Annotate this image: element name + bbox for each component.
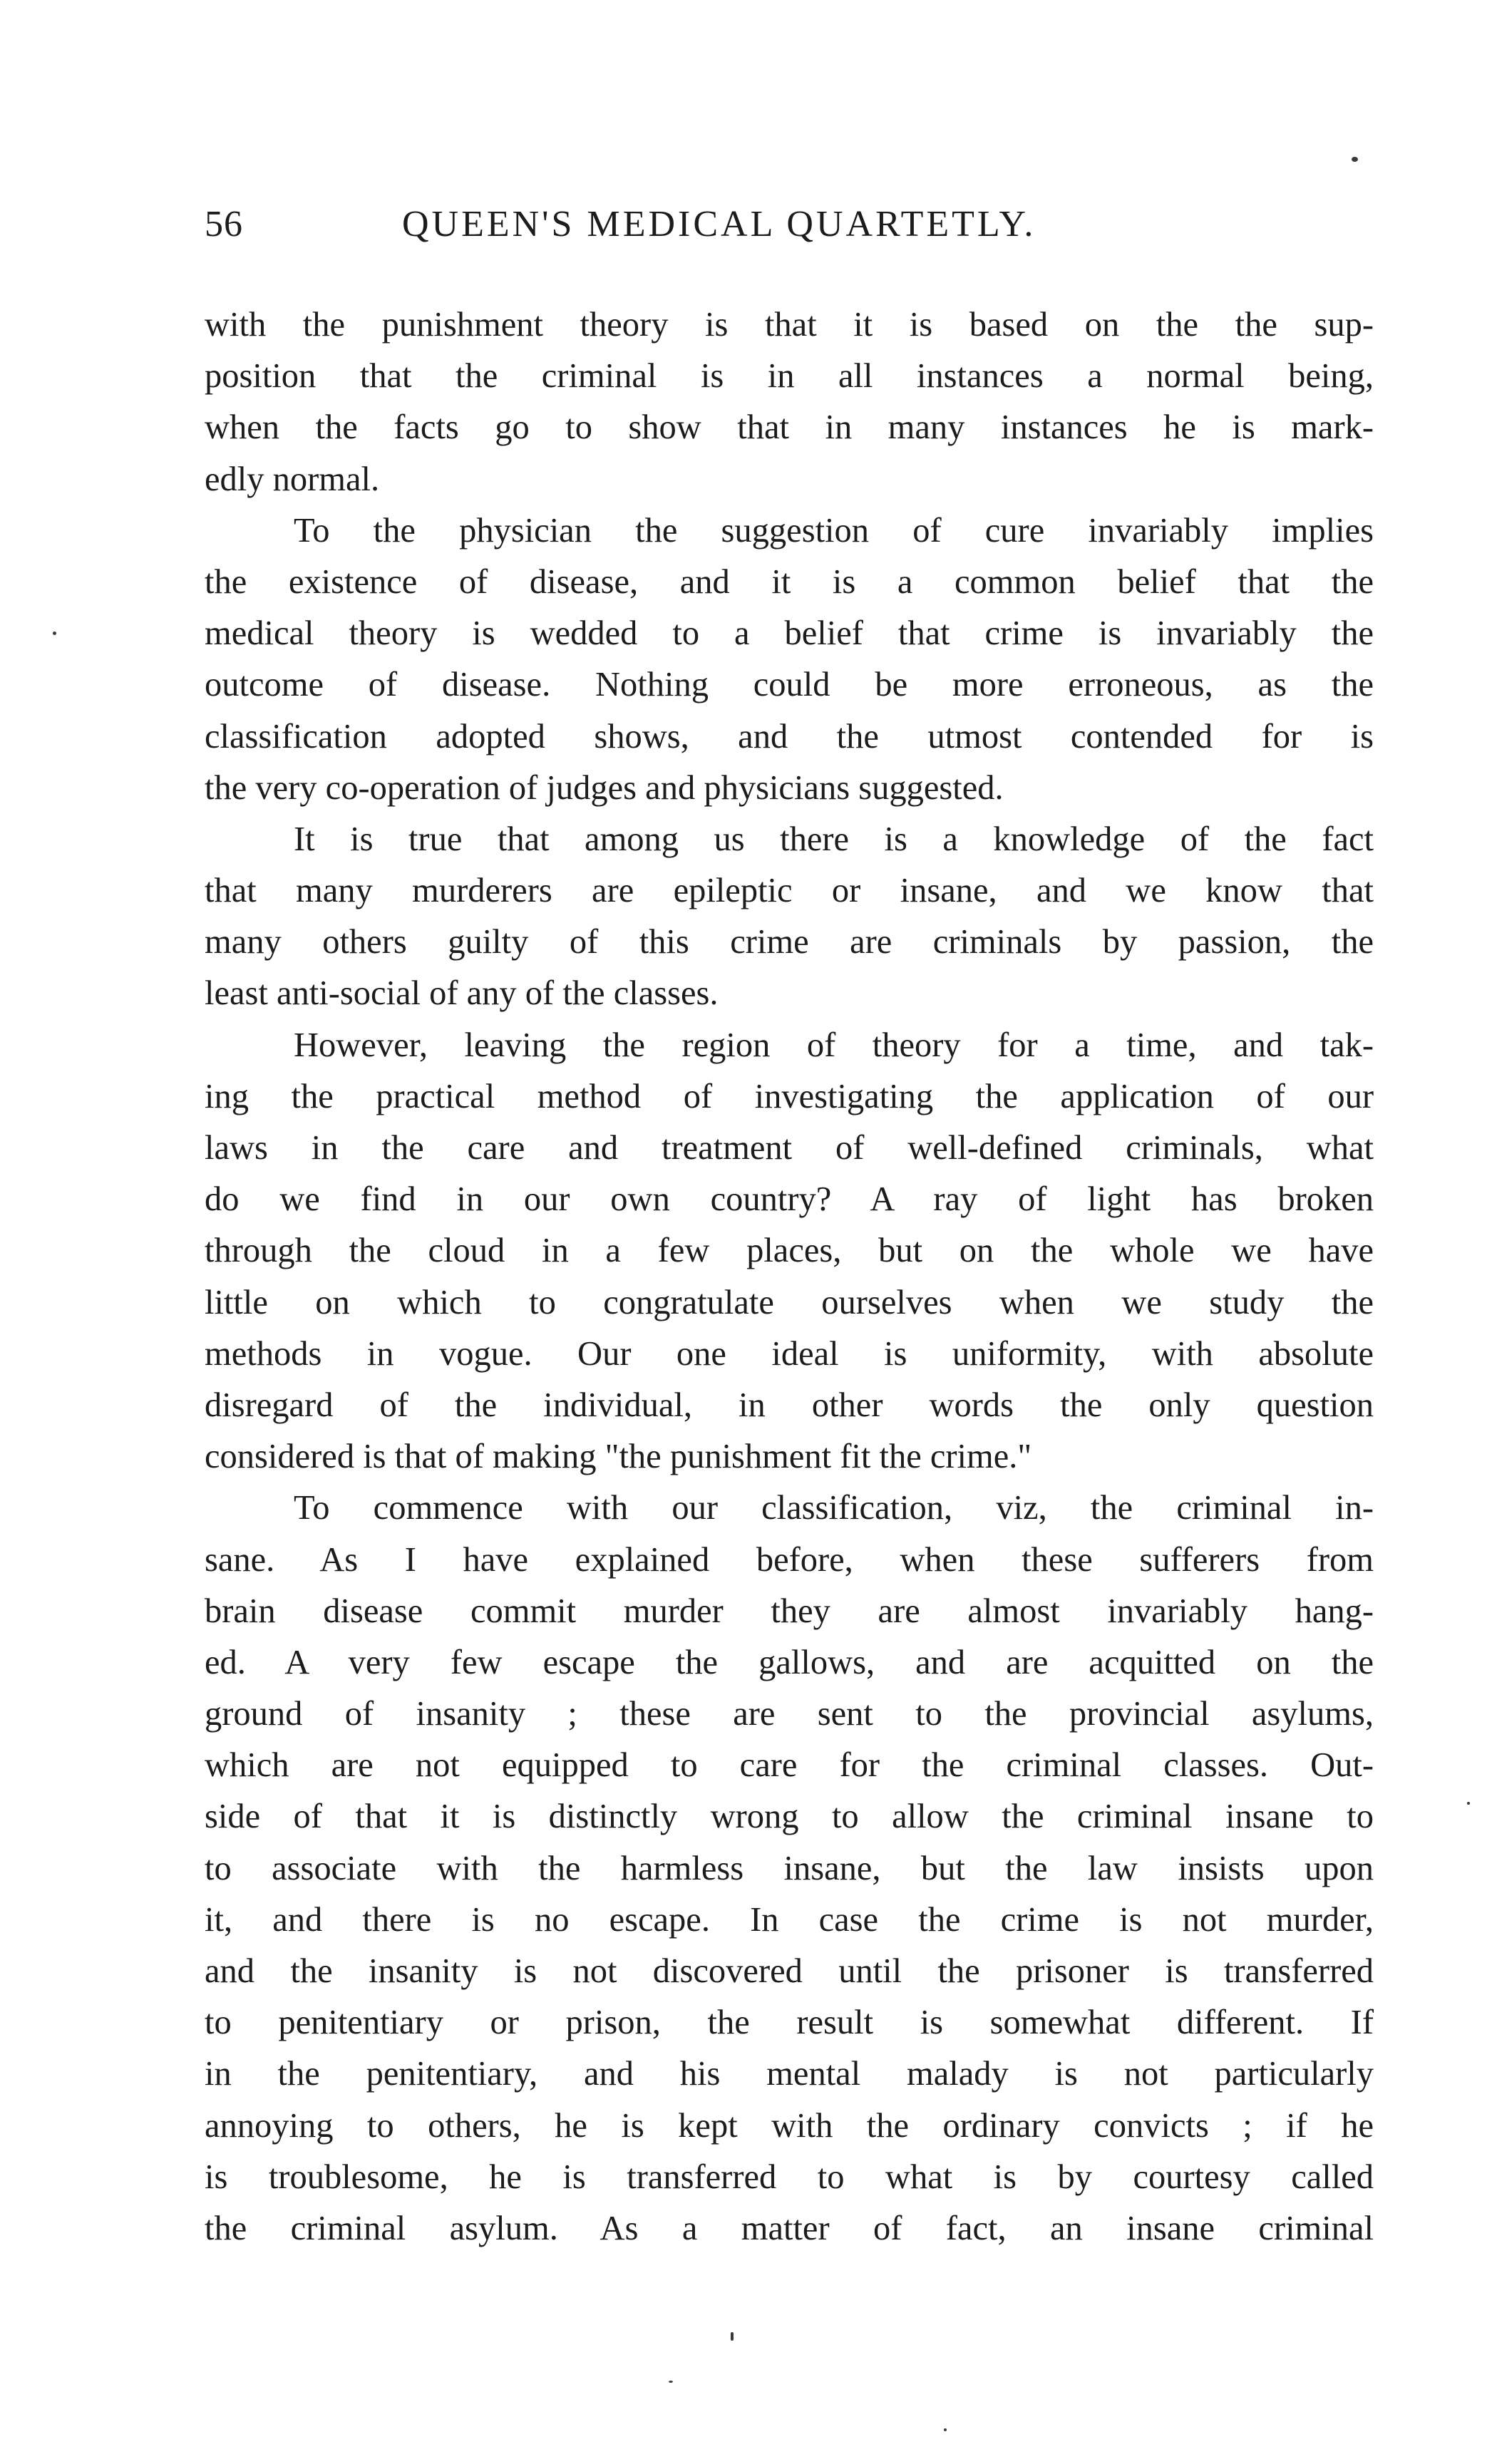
text-line: the existence of disease, and it is a common belief that the bbox=[205, 562, 1374, 601]
text-line: to penitentiary or prison, the result is somewhat different. If bbox=[205, 2004, 1374, 2042]
text-line: many others guilty of this crime are criminals by passion, the bbox=[205, 923, 1374, 962]
text-line: methods in vogue. Our one ideal is uniformity, with absolute bbox=[205, 1334, 1374, 1373]
text-line: disregard of the individual, in other words the only question bbox=[205, 1386, 1374, 1424]
text-line: it, and there is no escape. In case the crime is not murder, bbox=[205, 1900, 1374, 1939]
text-line: the very co-operation of judges and physicians suggested. bbox=[205, 768, 1004, 807]
paragraph-first-line: However, leaving the region of theory for a time, and tak- bbox=[294, 1026, 1374, 1064]
running-title: QUEEN'S MEDICAL QUARTETLY. bbox=[402, 204, 1036, 244]
scan-speck bbox=[1352, 157, 1358, 162]
text-line: the criminal asylum. As a matter of fact, an insane criminal bbox=[205, 2209, 1374, 2247]
scan-speck bbox=[669, 2381, 673, 2383]
text-line: brain disease commit murder they are almost invariably hang- bbox=[205, 1592, 1374, 1630]
paragraph-first-line: To the physician the suggestion of cure invariably implies bbox=[294, 511, 1374, 550]
scan-speck bbox=[1467, 1802, 1470, 1805]
paragraph-first-line: It is true that among us there is a knowledge of the fact bbox=[294, 820, 1374, 858]
text-line: classification adopted shows, and the utmost contended for is bbox=[205, 717, 1374, 756]
text-line: laws in the care and treatment of well-defined criminals, what bbox=[205, 1129, 1374, 1167]
text-line: is troublesome, he is transferred to what is by courtesy called bbox=[205, 2158, 1374, 2196]
text-line: sane. As I have explained before, when these sufferers from bbox=[205, 1540, 1374, 1579]
text-line: medical theory is wedded to a belief that crime is invariably the bbox=[205, 614, 1374, 653]
text-line: position that the criminal is in all instances a normal being, bbox=[205, 357, 1374, 396]
page-number: 56 bbox=[205, 204, 243, 244]
text-line: when the facts go to show that in many instances he is mark- bbox=[205, 408, 1374, 447]
text-line: outcome of disease. Nothing could be more erroneous, as the bbox=[205, 666, 1374, 704]
scan-speck bbox=[53, 632, 56, 635]
scan-speck bbox=[731, 2332, 734, 2341]
text-line: which are not equipped to care for the criminal classes. Out- bbox=[205, 1746, 1374, 1785]
text-line: that many murderers are epileptic or insane, and we know that bbox=[205, 872, 1374, 910]
text-line: edly normal. bbox=[205, 460, 380, 498]
text-line: with the punishment theory is that it is based on the the sup- bbox=[205, 306, 1374, 344]
text-line: side of that it is distinctly wrong to allow the criminal insane to bbox=[205, 1798, 1374, 1836]
text-line: in the penitentiary, and his mental malady is not particularly bbox=[205, 2055, 1374, 2093]
text-line: to associate with the harmless insane, but the law insists upon bbox=[205, 1849, 1374, 1887]
paragraph-first-line: To commence with our classification, viz, the criminal in- bbox=[294, 1489, 1374, 1527]
text-line: do we find in our own country? A ray of light has broken bbox=[205, 1180, 1374, 1219]
text-line: and the insanity is not discovered until the prisoner is transferred bbox=[205, 1952, 1374, 1990]
body-text bbox=[205, 299, 1374, 2254]
text-line: ground of insanity ; these are sent to the provincial asylums, bbox=[205, 1695, 1374, 1733]
text-line: through the cloud in a few places, but on the whole we have bbox=[205, 1232, 1374, 1270]
text-line: annoying to others, he is kept with the ordinary convicts ; if he bbox=[205, 2106, 1374, 2145]
scan-speck bbox=[944, 2428, 947, 2431]
page-header bbox=[205, 203, 1374, 267]
text-line: ing the practical method of investigating the application of our bbox=[205, 1077, 1374, 1115]
text-line: little on which to congratulate ourselves when we study the bbox=[205, 1283, 1374, 1321]
text-line: least anti-social of any of the classes. bbox=[205, 974, 719, 1013]
text-line: ed. A very few escape the gallows, and are acquitted on the bbox=[205, 1643, 1374, 1681]
text-line: considered is that of making "the punishment fit the crime." bbox=[205, 1438, 1032, 1476]
